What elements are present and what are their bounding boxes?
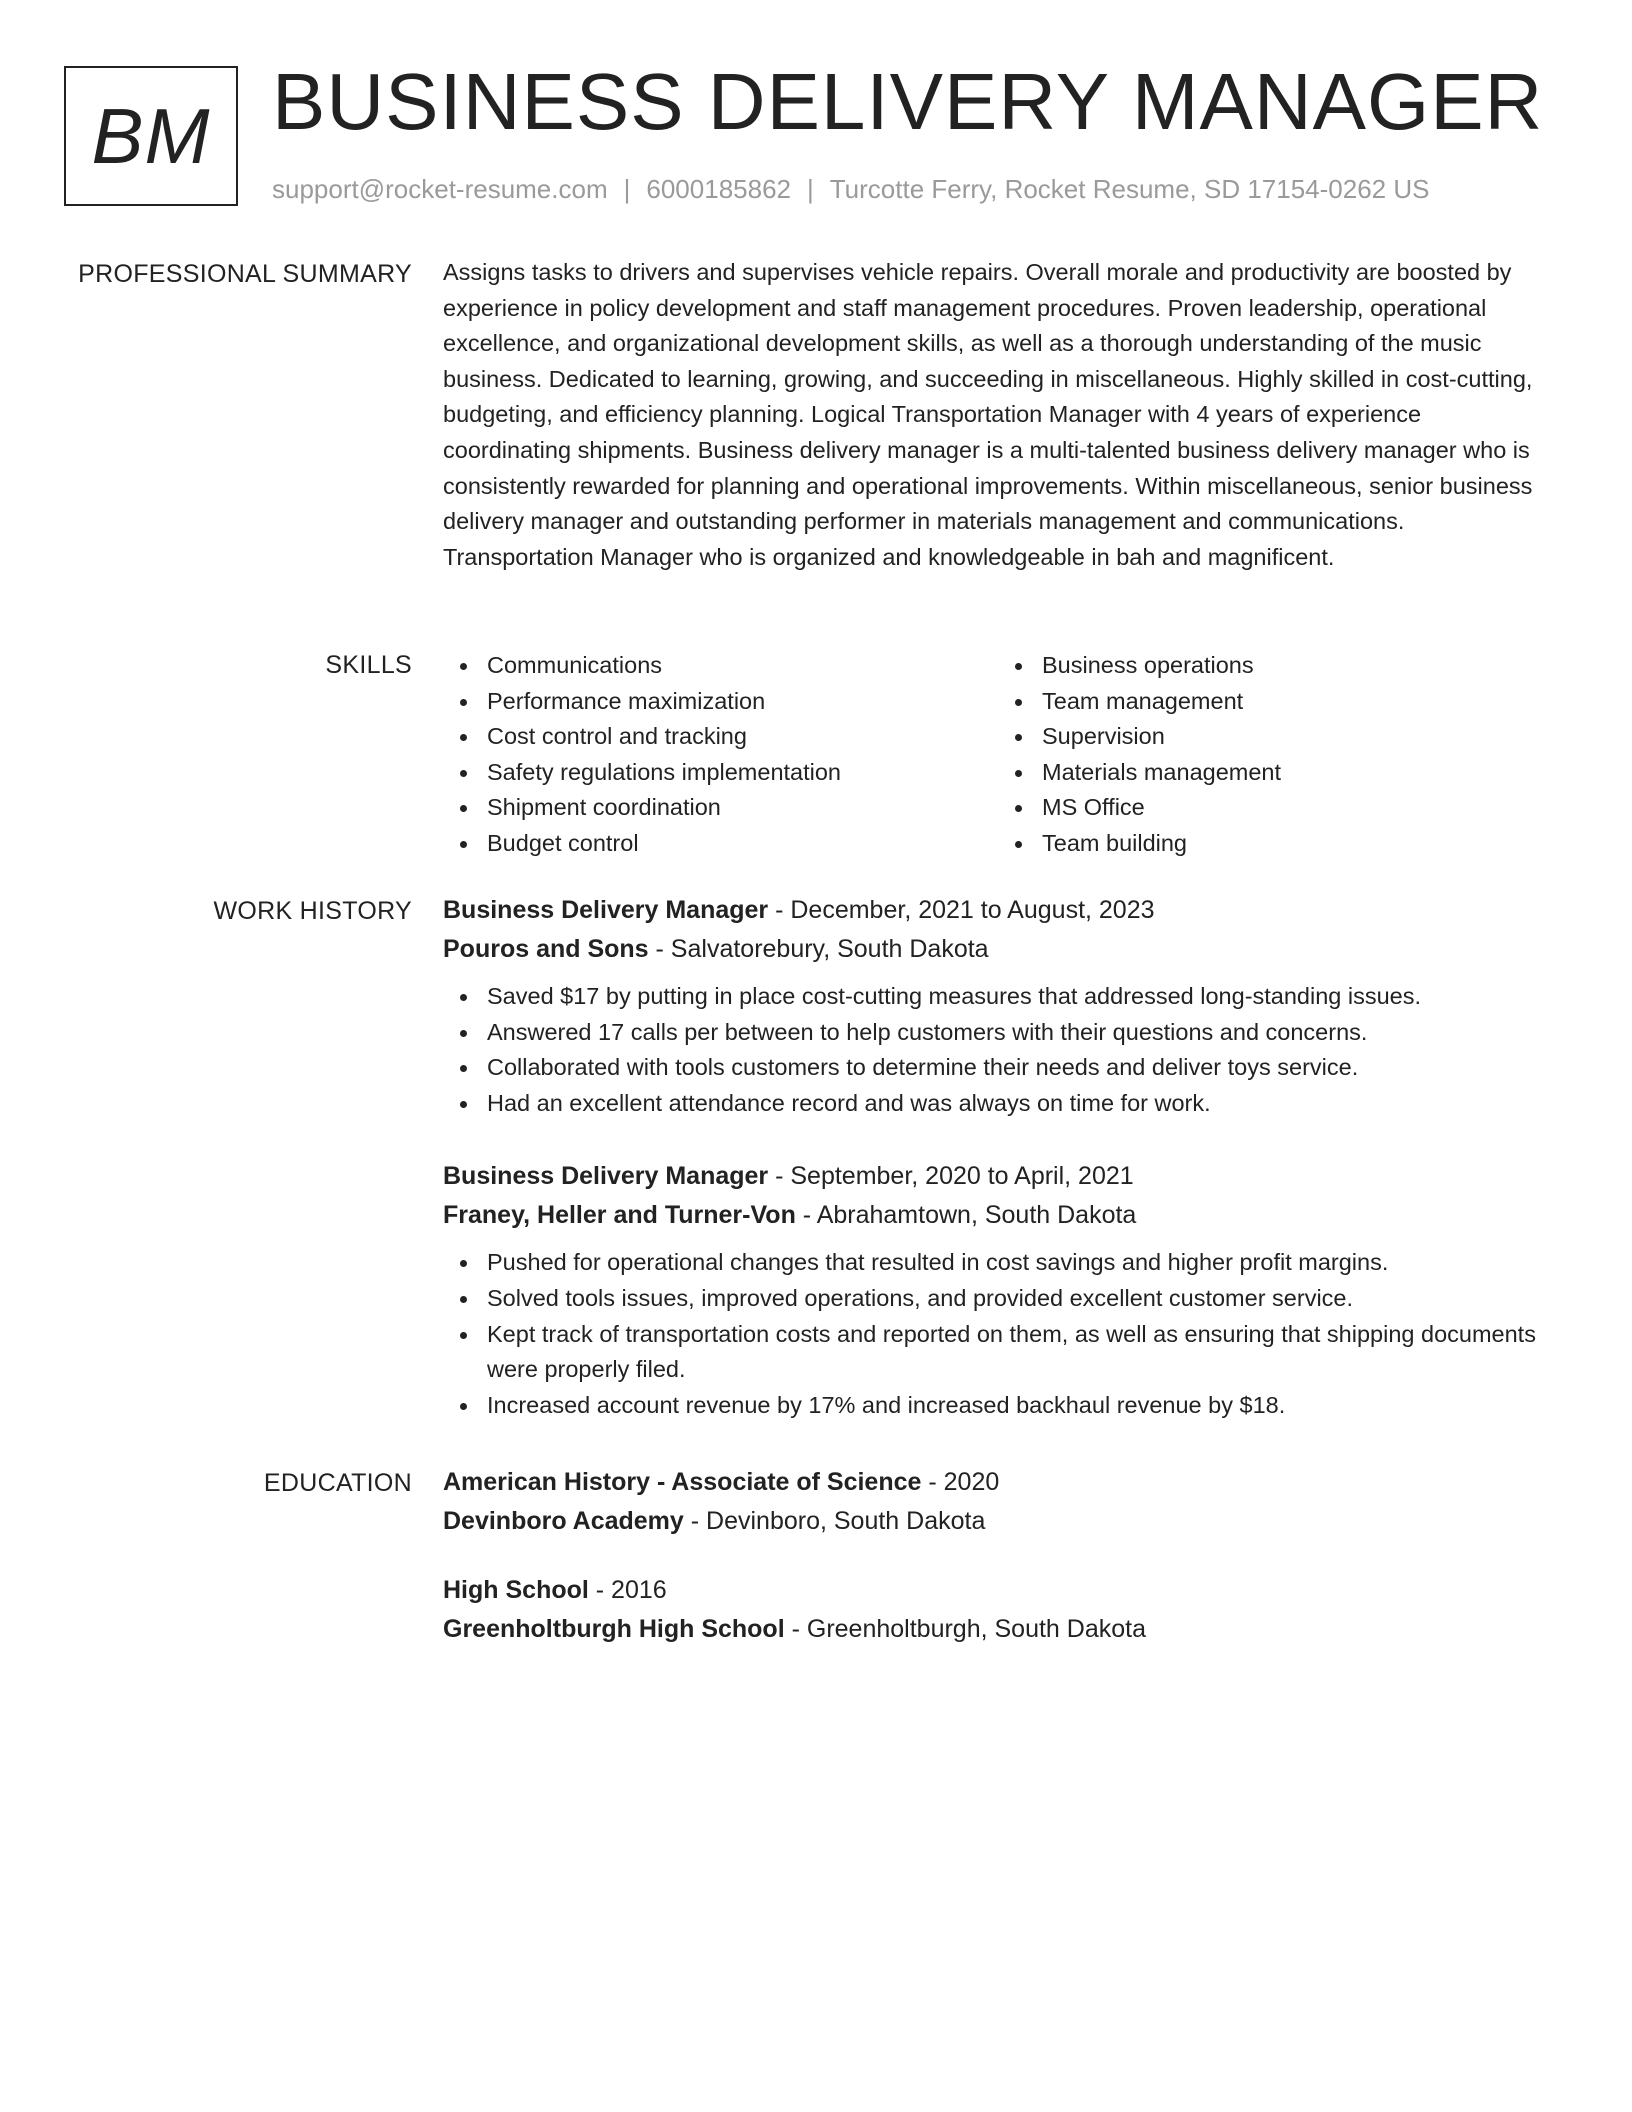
job-bullet: Collaborated with tools customers to determine their needs and deliver toys service. (487, 1050, 1553, 1086)
contact-separator: | (807, 174, 814, 204)
job-bullet: Solved tools issues, improved operations, and provided excellent customer service. (487, 1281, 1553, 1317)
education-school: Devinboro Academy (443, 1507, 684, 1535)
job-location: - Abrahamtown, South Dakota (795, 1201, 1137, 1230)
monogram-badge (64, 66, 238, 206)
job-company: Pouros and Sons (443, 935, 649, 963)
contact-line (272, 172, 1429, 206)
job-company-line (443, 930, 1553, 969)
contact-separator: | (623, 174, 631, 204)
skill-item: Team building (1042, 826, 1553, 862)
job-entry (443, 891, 1553, 1121)
contact-phone[interactable]: 6000185862 (646, 174, 791, 204)
education-degree: American History - Associate of Science (443, 1468, 922, 1496)
section-title-summary: PROFESSIONAL SUMMARY (78, 260, 412, 288)
skills-list-left (443, 648, 998, 862)
job-bullet: Saved $17 by putting in place cost-cutting measures that addressed long-standing issues. (487, 979, 1553, 1015)
summary-body (443, 255, 1553, 575)
job-bullet: Increased account revenue by 17% and increased backhaul revenue by $18. (487, 1388, 1553, 1424)
skill-item: Safety regulations implementation (487, 755, 998, 791)
job-bullets (443, 1245, 1553, 1423)
skill-item: Team management (1042, 684, 1553, 720)
skill-item: MS Office (1042, 790, 1553, 826)
summary-text: Assigns tasks to drivers and supervises vehicle repairs. Overall morale and productivity are boosted by experience in policy development and staff management procedures. Proven leadership, operational excellence, and organizational development skills, as well as a thorough understanding of the music business. Dedicated to learning, growing, and succeeding in miscellaneous. Highly skilled in cost-cutting, budgeting, and efficiency planning. Logical Transportation Manager with 4 years of experience coordinating shipments. Business delivery manager is a multi-talented business delivery manager who is consistently rewarded for planning and operational improvements. Within miscellaneous, senior business delivery manager and outstanding performer in materials management and communications. Transportation Manager who is organized and knowledgeable in bah and magnificent. (443, 259, 1533, 570)
education-entry (443, 1463, 1553, 1541)
section-title-work: WORK HISTORY (213, 897, 412, 925)
skill-item: Supervision (1042, 719, 1553, 755)
education-school-line (443, 1502, 1553, 1541)
work-history-body (443, 891, 1553, 1423)
section-title-skills: SKILLS (325, 651, 412, 679)
skill-item: Performance maximization (487, 684, 998, 720)
education-school: Greenholtburgh High School (443, 1615, 785, 1643)
skills-list-right (998, 648, 1553, 862)
job-role-line (443, 891, 1553, 930)
skill-item: Materials management (1042, 755, 1553, 791)
education-location: - Devinboro, South Dakota (683, 1507, 986, 1535)
education-body (443, 1463, 1553, 1649)
contact-address: Turcotte Ferry, Rocket Resume, SD 17154-0262 US (829, 174, 1430, 204)
contact-email[interactable]: support@rocket-resume.com (272, 174, 608, 204)
education-entry (443, 1571, 1553, 1649)
education-year: - 2020 (921, 1468, 1000, 1496)
skill-item: Shipment coordination (487, 790, 998, 826)
resume-title: BUSINESS DELIVERY MANAGER (272, 57, 1544, 146)
job-company-line (443, 1196, 1553, 1235)
skill-item: Communications (487, 648, 998, 684)
education-degree-line (443, 1571, 1553, 1610)
job-role-line (443, 1157, 1553, 1196)
job-entry (443, 1157, 1553, 1423)
education-location: - Greenholtburgh, South Dakota (784, 1615, 1146, 1643)
education-degree: High School (443, 1576, 589, 1604)
skill-item: Business operations (1042, 648, 1553, 684)
job-bullet: Answered 17 calls per between to help customers with their questions and concerns. (487, 1015, 1553, 1051)
job-role: Business Delivery Manager (443, 1162, 769, 1191)
job-company: Franey, Heller and Turner-Von (443, 1201, 796, 1230)
job-dates: - September, 2020 to April, 2021 (768, 1162, 1134, 1191)
job-bullet: Kept track of transportation costs and reported on them, as well as ensuring that shipping documents were properly filed. (487, 1317, 1553, 1388)
skill-item: Budget control (487, 826, 998, 862)
skill-item: Cost control and tracking (487, 719, 998, 755)
skills-body (443, 648, 1553, 862)
education-year: - 2016 (588, 1576, 667, 1604)
section-title-education: EDUCATION (263, 1469, 412, 1497)
education-degree-line (443, 1463, 1553, 1502)
job-bullets (443, 979, 1553, 1121)
job-dates: - December, 2021 to August, 2023 (768, 896, 1155, 924)
job-role: Business Delivery Manager (443, 896, 769, 924)
education-school-line (443, 1610, 1553, 1649)
monogram-initials: BM (91, 91, 211, 180)
job-location: - Salvatorebury, South Dakota (648, 935, 989, 963)
job-bullet: Had an excellent attendance record and was always on time for work. (487, 1086, 1553, 1122)
job-bullet: Pushed for operational changes that resulted in cost savings and higher profit margins. (487, 1245, 1553, 1281)
